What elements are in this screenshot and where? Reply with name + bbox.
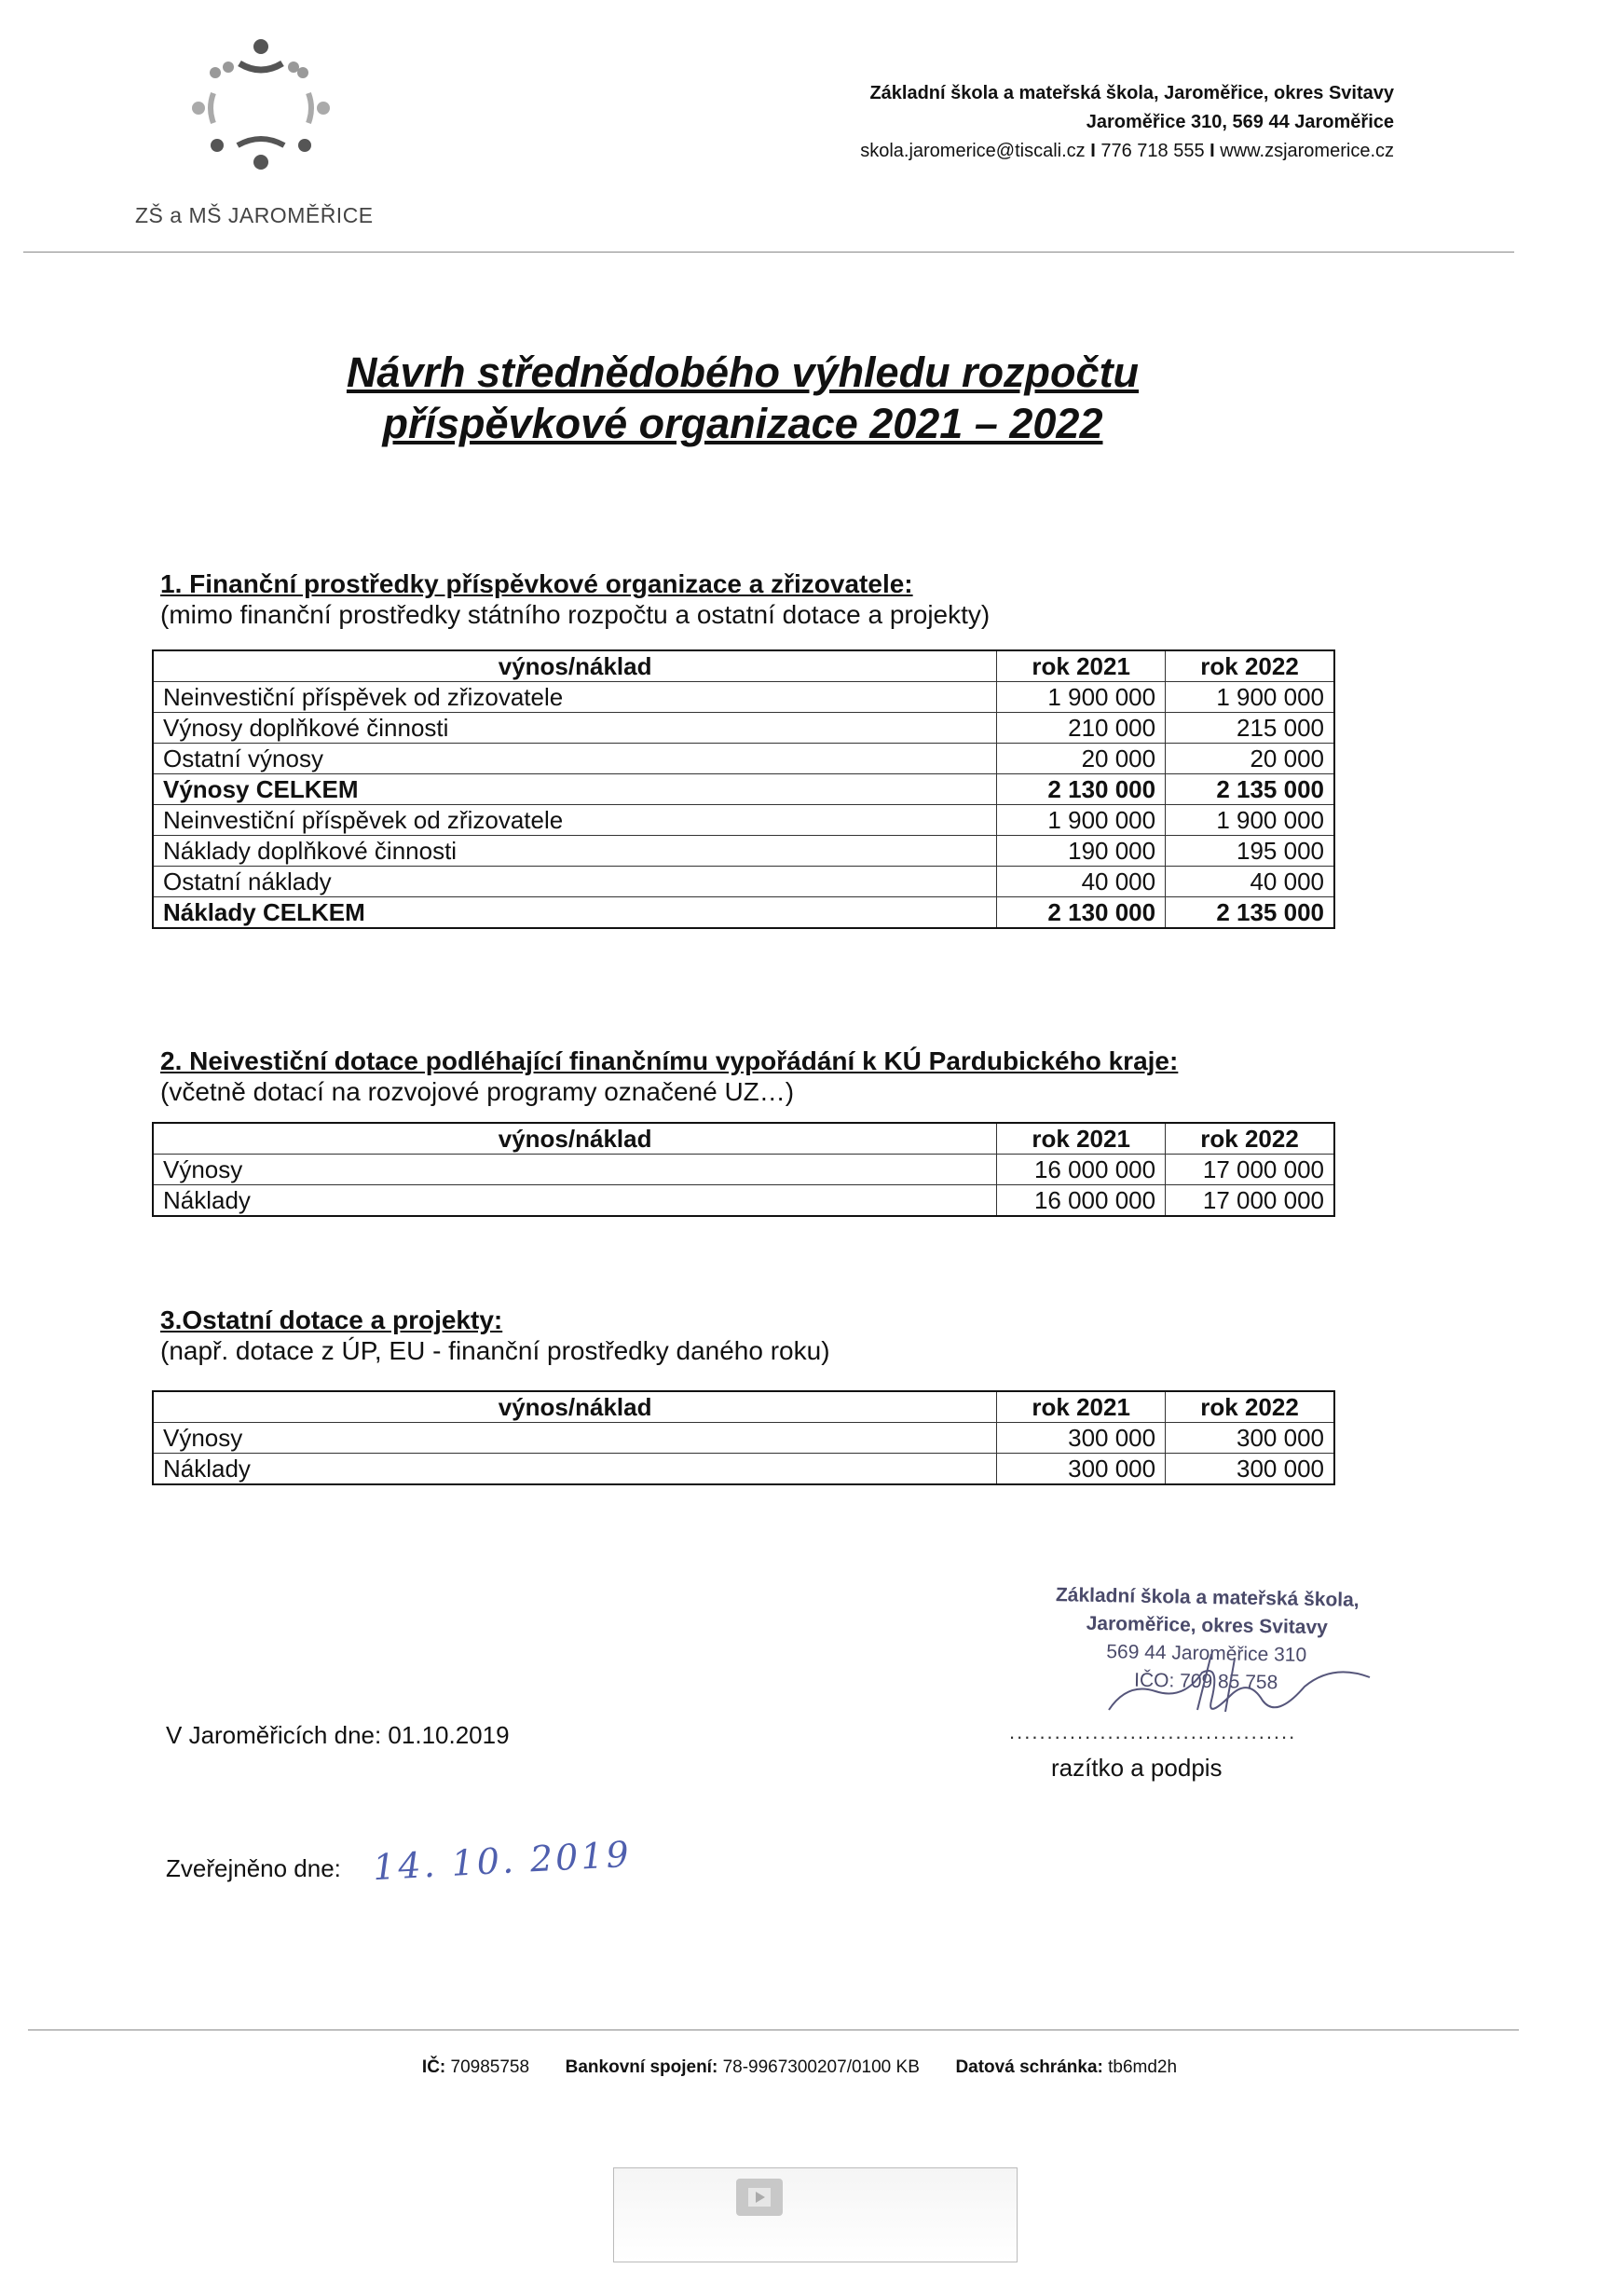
- school-header: [860, 79, 1394, 166]
- table-total-row: [153, 774, 1334, 805]
- value-2021: 190 000: [997, 836, 1166, 867]
- handwritten-signature: [1100, 1645, 1379, 1729]
- school-email[interactable]: skola.jaromerice@tiscali.cz: [860, 141, 1086, 161]
- film-icon: [731, 2171, 787, 2222]
- value-2021: 300 000: [997, 1454, 1166, 1485]
- value-2021: 210 000: [997, 713, 1166, 744]
- value-2022: 2 135 000: [1166, 774, 1334, 805]
- value-2022: 17 000 000: [1166, 1185, 1334, 1217]
- value-2021: 16 000 000: [997, 1155, 1166, 1185]
- section-1-heading: 1. Finanční prostředky příspěvkové organizace a zřizovatele:: [160, 569, 913, 598]
- row-label: Ostatní náklady: [153, 867, 997, 897]
- footer-info: [0, 2057, 1599, 2078]
- separator: I: [1090, 141, 1096, 161]
- school-web[interactable]: www.zsjaromerice.cz: [1220, 141, 1394, 161]
- value-2021: 2 130 000: [997, 774, 1166, 805]
- document-title: [0, 347, 1485, 449]
- school-phone: 776 718 555: [1100, 141, 1205, 161]
- table-row: [153, 713, 1334, 744]
- table-row: [153, 744, 1334, 774]
- section-3-heading: 3.Ostatní dotace a projekty:: [160, 1305, 503, 1334]
- stamp-line: IČO: 709 85 758: [1133, 1669, 1278, 1694]
- value-2021: 20 000: [997, 744, 1166, 774]
- section-2-subheading: (včetně dotací na rozvojové programy označené UZ…): [160, 1077, 795, 1106]
- value-2022: 20 000: [1166, 744, 1334, 774]
- value-2021: 40 000: [997, 867, 1166, 897]
- value-2022: 300 000: [1166, 1423, 1334, 1454]
- row-label: Ostatní výnosy: [153, 744, 997, 774]
- value-2022: 300 000: [1166, 1454, 1334, 1485]
- table-header-row: [153, 1123, 1334, 1155]
- value-2021: 1 900 000: [997, 682, 1166, 713]
- row-label: Náklady doplňkové činnosti: [153, 836, 997, 867]
- stamp-line: 569 44 Jaroměřice 310: [1106, 1641, 1307, 1666]
- column-header: výnos/náklad: [153, 1123, 997, 1155]
- value-2021: 2 130 000: [997, 897, 1166, 929]
- value-2021: 300 000: [997, 1423, 1166, 1454]
- signature-label: razítko a podpis: [1051, 1754, 1223, 1782]
- school-address: Jaroměřice 310, 569 44 Jaroměřice: [1086, 112, 1394, 132]
- logo-text: ZŠ a MŠ JAROMĚŘICE: [135, 203, 374, 227]
- school-name: Základní škola a mateřská škola, Jaroměřice, okres Svitavy: [869, 83, 1394, 103]
- table-row: [153, 1185, 1334, 1217]
- table-row: [153, 805, 1334, 836]
- section-3-subheading: (např. dotace z ÚP, EU - finanční prostředky daného roku): [160, 1336, 830, 1365]
- table-header-row: [153, 650, 1334, 682]
- table-row: [153, 836, 1334, 867]
- column-header: rok 2021: [997, 650, 1166, 682]
- column-header: rok 2022: [1166, 650, 1334, 682]
- section-1-table: [152, 649, 1335, 929]
- section-2-table: [152, 1122, 1335, 1217]
- column-header: rok 2021: [997, 1123, 1166, 1155]
- header-divider: [23, 252, 1514, 253]
- value-2022: 40 000: [1166, 867, 1334, 897]
- ic-value: 70985758: [450, 2057, 530, 2077]
- column-header: rok 2021: [997, 1391, 1166, 1423]
- separator: I: [1210, 141, 1215, 161]
- bank-value: 78-9967300207/0100 KB: [722, 2057, 920, 2077]
- column-header: výnos/náklad: [153, 650, 997, 682]
- row-label: Výnosy CELKEM: [153, 774, 997, 805]
- value-2021: 1 900 000: [997, 805, 1166, 836]
- section-1-subheading: (mimo finanční prostředky státního rozpočtu a ostatní dotace a projekty): [160, 600, 991, 629]
- school-logo: [182, 35, 340, 175]
- bank-label: Bankovní spojení:: [565, 2057, 718, 2077]
- section-2-heading-block: [160, 1046, 1178, 1107]
- value-2021: 16 000 000: [997, 1185, 1166, 1217]
- data-box-value: tb6md2h: [1108, 2057, 1178, 2077]
- title-line-2: příspěvkové organizace 2021 – 2022: [382, 400, 1103, 447]
- row-label: Výnosy: [153, 1155, 997, 1185]
- column-header: výnos/náklad: [153, 1391, 997, 1423]
- value-2022: 1 900 000: [1166, 682, 1334, 713]
- row-label: Náklady: [153, 1185, 997, 1217]
- signature-line: ......................................: [1009, 1720, 1297, 1743]
- value-2022: 215 000: [1166, 713, 1334, 744]
- value-2022: 1 900 000: [1166, 805, 1334, 836]
- row-label: Neinvestiční příspěvek od zřizovatele: [153, 682, 997, 713]
- section-3-heading-block: [160, 1305, 830, 1366]
- table-total-row: [153, 897, 1334, 929]
- table-row: [153, 1423, 1334, 1454]
- scan-artifact-box: [613, 2167, 1018, 2262]
- value-2022: 17 000 000: [1166, 1155, 1334, 1185]
- row-label: Náklady: [153, 1454, 997, 1485]
- row-label: Výnosy doplňkové činnosti: [153, 713, 997, 744]
- table-row: [153, 1454, 1334, 1485]
- contact-line: [860, 137, 1394, 166]
- value-2022: 195 000: [1166, 836, 1334, 867]
- section-3-table: [152, 1390, 1335, 1485]
- table-row: [153, 867, 1334, 897]
- row-label: Neinvestiční příspěvek od zřizovatele: [153, 805, 997, 836]
- column-header: rok 2022: [1166, 1123, 1334, 1155]
- published-date-handwritten: 14. 10. 2019: [372, 1833, 633, 1889]
- column-header: rok 2022: [1166, 1391, 1334, 1423]
- table-row: [153, 682, 1334, 713]
- place-and-date: V Jaroměřicích dne: 01.10.2019: [166, 1721, 510, 1749]
- section-1-heading-block: [160, 568, 990, 630]
- table-header-row: [153, 1391, 1334, 1423]
- row-label: Náklady CELKEM: [153, 897, 997, 929]
- table-row: [153, 1155, 1334, 1185]
- title-line-1: Návrh střednědobého výhledu rozpočtu: [346, 348, 1140, 396]
- value-2022: 2 135 000: [1166, 897, 1334, 929]
- stamp-line: Základní škola a mateřská škola,: [1055, 1584, 1360, 1611]
- stamp-line: Jaroměřice, okres Svitavy: [1086, 1612, 1329, 1639]
- data-box-label: Datová schránka:: [955, 2057, 1103, 2077]
- row-label: Výnosy: [153, 1423, 997, 1454]
- section-2-heading: 2. Neivestiční dotace podléhající finančnímu vypořádání k KÚ Pardubického kraje:: [160, 1046, 1179, 1075]
- published-label: Zveřejněno dne:: [166, 1854, 341, 1882]
- ic-label: IČ:: [421, 2057, 446, 2077]
